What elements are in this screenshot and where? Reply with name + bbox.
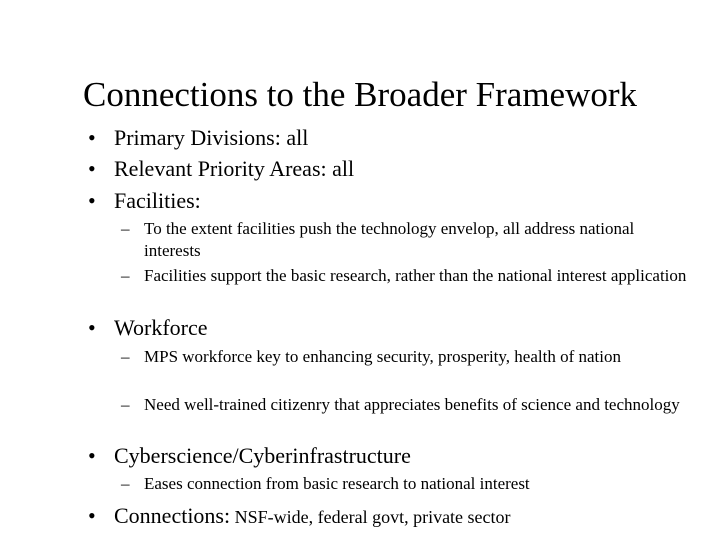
bullet-marker: • — [88, 125, 96, 150]
bullet-text: Primary Divisions: all — [114, 125, 309, 150]
bullet-marker: • — [88, 188, 96, 213]
sub-item-workforce-citizenry — [121, 394, 691, 416]
dash-marker: – — [121, 219, 130, 238]
sub-item-text: Eases connection from basic research to national interest — [144, 474, 530, 493]
sub-item-text: To the extent facilities push the technology envelop, all address national interests — [144, 219, 635, 260]
bullet-label: Connections: — [114, 503, 231, 528]
bullet-marker: • — [88, 443, 96, 468]
bullet-text: Facilities: — [114, 188, 201, 213]
sub-item-text: Facilities support the basic research, rather than the national interest application — [144, 266, 687, 285]
slide-title: Connections to the Broader Framework — [82, 75, 638, 114]
bullet-suffix: NSF-wide, federal govt, private sector — [230, 507, 511, 527]
sub-item-facilities-support — [121, 265, 691, 287]
sub-item-text: MPS workforce key to enhancing security, prosperity, health of nation — [144, 347, 621, 366]
bullet-marker: • — [88, 156, 96, 181]
sub-item-text: Need well-trained citizenry that appreciates benefits of science and technology — [144, 395, 680, 414]
dash-marker: – — [121, 266, 130, 285]
sub-item-cyber-connection — [121, 473, 691, 495]
dash-marker: – — [121, 395, 130, 414]
bullet-marker: • — [88, 503, 96, 528]
sub-item-facilities-envelope — [121, 218, 691, 262]
bullet-text: Workforce — [114, 315, 208, 340]
bullet-marker: • — [88, 315, 96, 340]
bullet-text: Relevant Priority Areas: all — [114, 156, 355, 181]
dash-marker: – — [121, 474, 130, 493]
dash-marker: – — [121, 347, 130, 366]
bullet-text: Cyberscience/Cyberinfrastructure — [114, 443, 411, 468]
sub-item-workforce-mps — [121, 346, 691, 368]
bullet-text — [114, 503, 511, 530]
